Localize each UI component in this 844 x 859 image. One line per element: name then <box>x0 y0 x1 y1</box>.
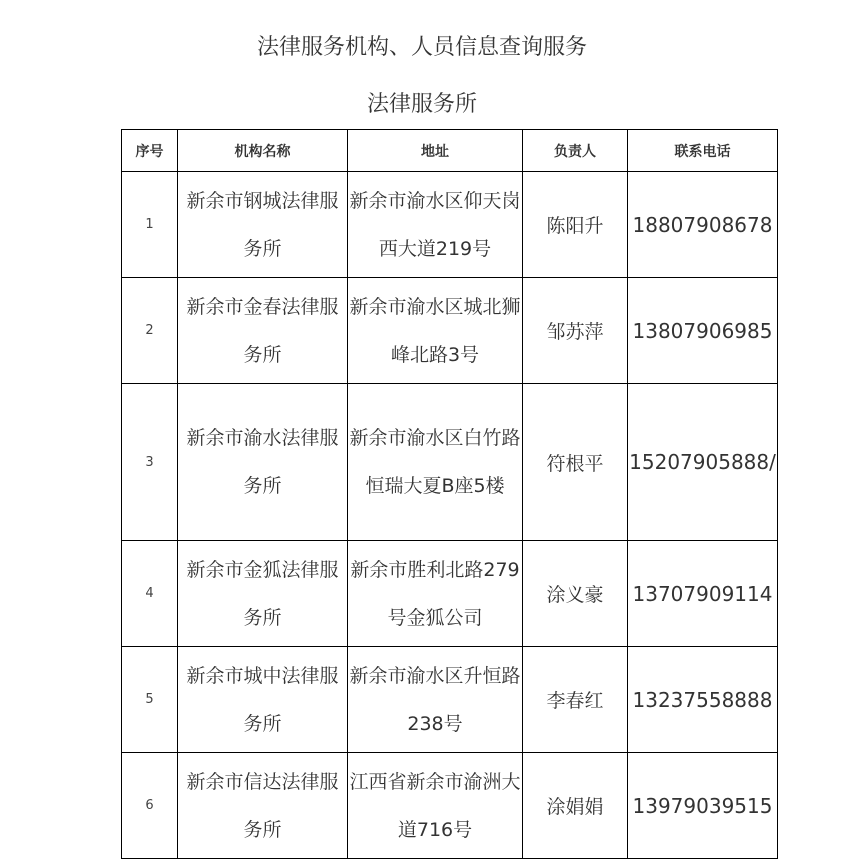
org-address: 新余市渝水区白竹路恒瑞大夏B座5楼 <box>348 384 523 541</box>
table-row <box>122 541 778 647</box>
contact-phone: 13807906985 <box>628 278 778 384</box>
org-name: 新余市金春法律服务所 <box>178 278 348 384</box>
org-address: 新余市胜利北路279号金狐公司 <box>348 541 523 647</box>
person-in-charge: 陈阳升 <box>523 172 628 278</box>
header-org-name: 机构名称 <box>178 130 348 172</box>
person-in-charge: 邹苏萍 <box>523 278 628 384</box>
header-person: 负责人 <box>523 130 628 172</box>
org-name: 新余市钢城法律服务所 <box>178 172 348 278</box>
row-index: 5 <box>122 647 178 753</box>
row-index: 1 <box>122 172 178 278</box>
table-row <box>122 384 778 541</box>
table-row <box>122 647 778 753</box>
row-index: 4 <box>122 541 178 647</box>
table-row <box>122 753 778 859</box>
contact-phone: 13237558888 <box>628 647 778 753</box>
org-name: 新余市渝水法律服务所 <box>178 384 348 541</box>
table-header-row <box>122 130 778 172</box>
header-address: 地址 <box>348 130 523 172</box>
org-name: 新余市信达法律服务所 <box>178 753 348 859</box>
page-subtitle: 法律服务所 <box>366 92 477 117</box>
org-address: 新余市渝水区城北狮峰北路3号 <box>348 278 523 384</box>
row-index: 6 <box>122 753 178 859</box>
contact-phone: 13979039515 <box>628 753 778 859</box>
row-index: 3 <box>122 384 178 541</box>
page-title: 法律服务机构、人员信息查询服务 <box>256 35 587 60</box>
contact-phone: 18807908678 <box>628 172 778 278</box>
org-name: 新余市金狐法律服务所 <box>178 541 348 647</box>
org-name: 新余市城中法律服务所 <box>178 647 348 753</box>
person-in-charge: 符根平 <box>523 384 628 541</box>
contact-phone: 13707909114 <box>628 541 778 647</box>
header-phone: 联系电话 <box>628 130 778 172</box>
person-in-charge: 涂娟娟 <box>523 753 628 859</box>
row-index: 2 <box>122 278 178 384</box>
contact-phone: 15207905888/ <box>628 384 778 541</box>
table-row <box>122 172 778 278</box>
org-address: 江西省新余市渝洲大道716号 <box>348 753 523 859</box>
header-index: 序号 <box>122 130 178 172</box>
law-firm-table <box>121 129 778 859</box>
person-in-charge: 涂义豪 <box>523 541 628 647</box>
org-address: 新余市渝水区仰天岗西大道219号 <box>348 172 523 278</box>
table-row <box>122 278 778 384</box>
person-in-charge: 李春红 <box>523 647 628 753</box>
org-address: 新余市渝水区升恒路238号 <box>348 647 523 753</box>
